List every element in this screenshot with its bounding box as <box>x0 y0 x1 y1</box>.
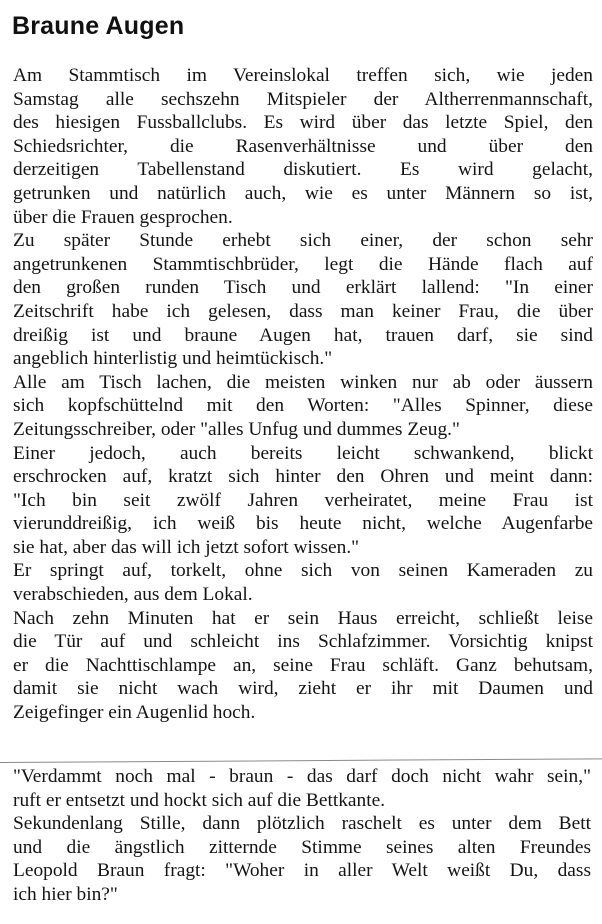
text-line: verabschieden, aus dem Lokal. <box>13 584 253 606</box>
paragraph <box>13 559 593 606</box>
scan-divider-line <box>0 758 602 763</box>
text-line: Nach zehn Minuten hat er sein Haus erreicht, schließt leise <box>13 607 593 629</box>
text-line: Zeitungsschreiber, oder "alles Unfug und dummes Zeug." <box>13 418 460 440</box>
text-line: über die Frauen gesprochen. <box>13 206 233 228</box>
text-line: Zu später Stunde erhebt sich einer, der schon sehr <box>13 230 593 252</box>
paragraph <box>13 64 593 229</box>
paragraph <box>13 229 593 371</box>
text-line: Am Stammtisch im Vereinslokal treffen sich, wie jeden <box>13 65 593 86</box>
text-line: ruft er entsetzt und hockt sich auf die Bettkante. <box>13 789 386 811</box>
text-line: damit sie nicht wach wird, zieht er ihr mit Daumen und <box>13 678 593 700</box>
paragraph <box>13 371 593 442</box>
text-line: er die Nachttischlampe an, seine Frau schläft. Ganz behutsam, <box>13 654 593 676</box>
text-line: Leopold Braun fragt: "Woher in aller Welt weißt Du, dass <box>13 860 591 882</box>
text-line: "Ich bin seit zwölf Jahren verheiratet, meine Frau ist <box>13 489 593 511</box>
text-line: erschrocken auf, kratzt sich hinter den Ohren und meint dann: <box>13 466 593 488</box>
text-line: Sekundenlang Stille, dann plötzlich raschelt es unter dem Bett <box>13 813 591 835</box>
text-line: Er springt auf, torkelt, ohne sich von seinen Kameraden zu <box>13 560 593 582</box>
text-line: angetrunkenen Stammtischbrüder, legt die Hände flach auf <box>13 253 593 275</box>
text-line: getrunken und natürlich auch, wie es unter Männern so ist, <box>13 182 593 204</box>
paragraph <box>13 765 591 812</box>
text-line: angeblich hinterlistig und heimtückisch." <box>13 348 333 370</box>
paragraph <box>13 442 593 560</box>
story-body-continued <box>13 765 591 907</box>
text-line: Einer jedoch, auch bereits leicht schwankend, blickt <box>13 442 593 464</box>
text-line: vierunddreißig, ich weiß bis heute nicht, welche Augenfarbe <box>13 513 593 535</box>
text-line: Zeitschrift habe ich gelesen, dass man keiner Frau, die über <box>13 300 593 322</box>
story-body <box>13 64 593 725</box>
text-line: und die ängstlich zitternde Stimme seines alten Freundes <box>13 836 591 858</box>
text-line: sie hat, aber das will ich jetzt sofort wissen." <box>13 536 360 558</box>
text-line: sich kopfschüttelnd mit den Worten: "Alles Spinner, diese <box>13 395 593 417</box>
paragraph <box>13 607 593 725</box>
paragraph <box>13 812 591 906</box>
text-line: die Tür auf und schleicht ins Schlafzimmer. Vorsichtig knipst <box>13 631 593 653</box>
text-line: Zeigefinger ein Augenlid hoch. <box>13 702 256 724</box>
text-line: Alle am Tisch lachen, die meisten winken nur ab oder äussern <box>13 371 593 393</box>
text-line: den großen runden Tisch und erklärt lallend: "In einer <box>13 277 593 299</box>
text-line: Schiedsrichter, die Rasenverhältnisse und über den <box>13 135 593 157</box>
page-title: Braune Augen <box>12 12 185 40</box>
text-line: dreißig ist und braune Augen hat, trauen darf, sie sind <box>13 324 593 346</box>
text-line: derzeitigen Tabellenstand diskutiert. Es wird gelacht, <box>13 159 593 181</box>
text-line: des hiesigen Fussballclubs. Es wird über das letzte Spiel, den <box>13 112 593 134</box>
text-line: "Verdammt noch mal - braun - das darf doch nicht wahr sein," <box>13 766 591 787</box>
text-line: ich hier bin?" <box>13 883 118 905</box>
text-line: Samstag alle sechszehn Mitspieler der Altherrenmannschaft, <box>13 88 593 110</box>
